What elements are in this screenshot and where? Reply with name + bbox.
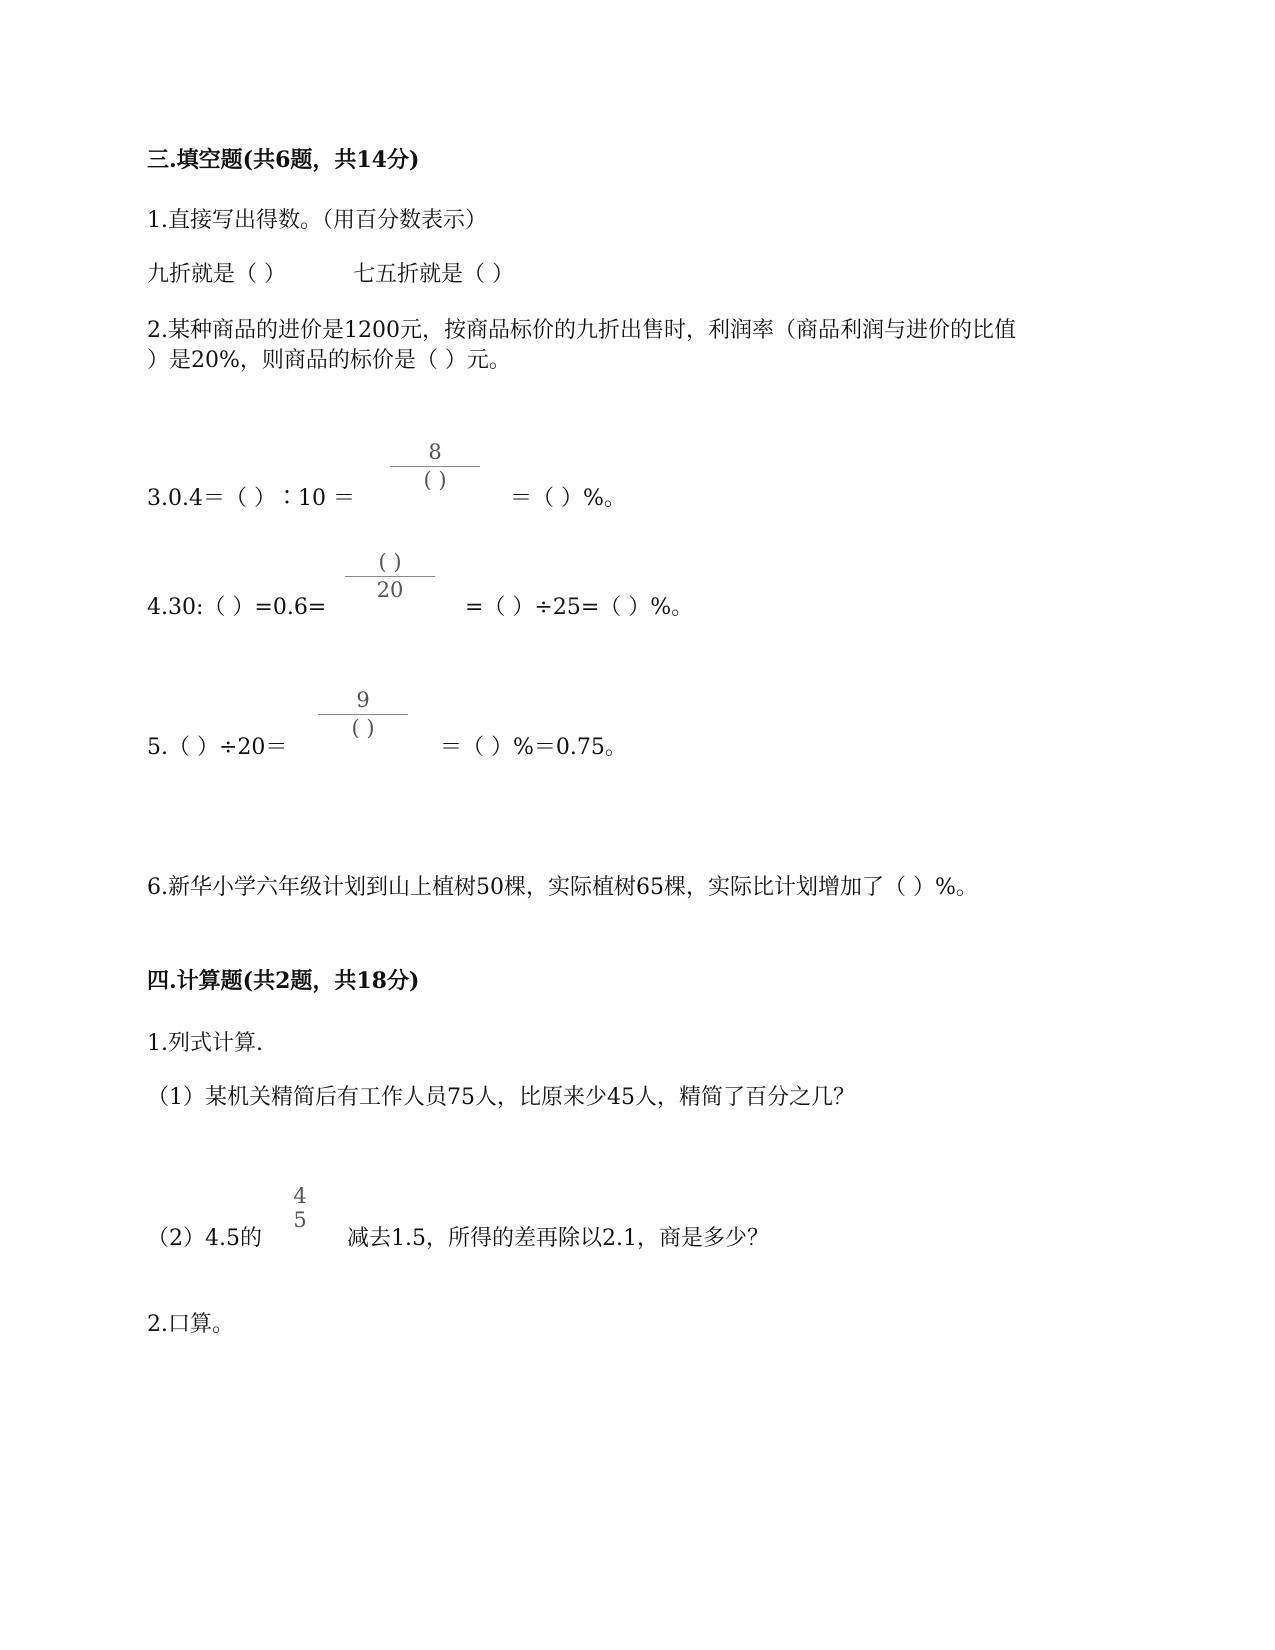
- question-3-6: 6.新华小学六年级计划到山上植树50棵，实际植树65棵，实际比计划增加了（ ）%。: [147, 875, 978, 900]
- fraction-denominator: 5: [293, 1208, 307, 1232]
- question-3-1-part-b: 七五折就是（ ）: [353, 262, 514, 287]
- question-3-1-part-a: 九折就是（ ）: [147, 262, 286, 287]
- question-3-4-right: =（ ）÷25=（ ）%。: [465, 595, 694, 620]
- fraction-denominator: ( ): [423, 468, 447, 492]
- section-4-heading: 四.计算题(共2题，共18分): [147, 968, 420, 994]
- question-4-1-part-1: （1）某机关精简后有工作人员75人，比原来少45人，精简了百分之几？: [147, 1085, 855, 1110]
- question-4-1-part-2-right: 减去1.5，所得的差再除以2.1，商是多少？: [347, 1226, 769, 1251]
- question-4-1-fraction: [280, 1186, 320, 1236]
- fraction-bar: [390, 466, 480, 467]
- question-3-4-left: 4.30:（ ）=0.6=: [147, 595, 327, 620]
- fraction-bar: [345, 576, 435, 577]
- question-3-5-left: 5.（ ）÷20＝: [147, 735, 288, 760]
- section-3-heading: 三.填空题(共6题，共14分): [147, 147, 420, 173]
- question-3-3-left: 3.0.4＝（ ）∶10 ＝: [147, 486, 355, 511]
- fraction-denominator: ( ): [351, 716, 375, 740]
- fraction-denominator: 20: [376, 578, 404, 602]
- question-4-1-stem: 1.列式计算.: [147, 1031, 263, 1056]
- question-3-2-line-2: ）是20%，则商品的标价是（ ）元。: [147, 348, 511, 373]
- fraction-numerator: 4: [293, 1184, 307, 1208]
- question-4-1-part-2-left: （2）4.5的: [147, 1226, 262, 1251]
- question-3-4-fraction: [345, 552, 435, 612]
- question-3-5-right: ＝（ ）%＝0.75。: [440, 735, 627, 760]
- question-3-3-right: ＝（ ）%。: [510, 486, 626, 511]
- question-3-2-line-1: 2.某种商品的进价是1200元，按商品标价的九折出售时，利润率（商品利润与进价的比值: [147, 318, 1016, 343]
- question-3-1-stem: 1.直接写出得数。（用百分数表示）: [147, 208, 487, 233]
- fraction-bar: [318, 714, 408, 715]
- question-3-3-fraction: [390, 442, 480, 502]
- question-4-2-stem: 2.口算。: [147, 1312, 234, 1337]
- fraction-numerator: 9: [356, 688, 370, 712]
- fraction-numerator: 8: [428, 440, 442, 464]
- question-3-5-fraction: [318, 690, 408, 750]
- fraction-numerator: ( ): [378, 550, 402, 574]
